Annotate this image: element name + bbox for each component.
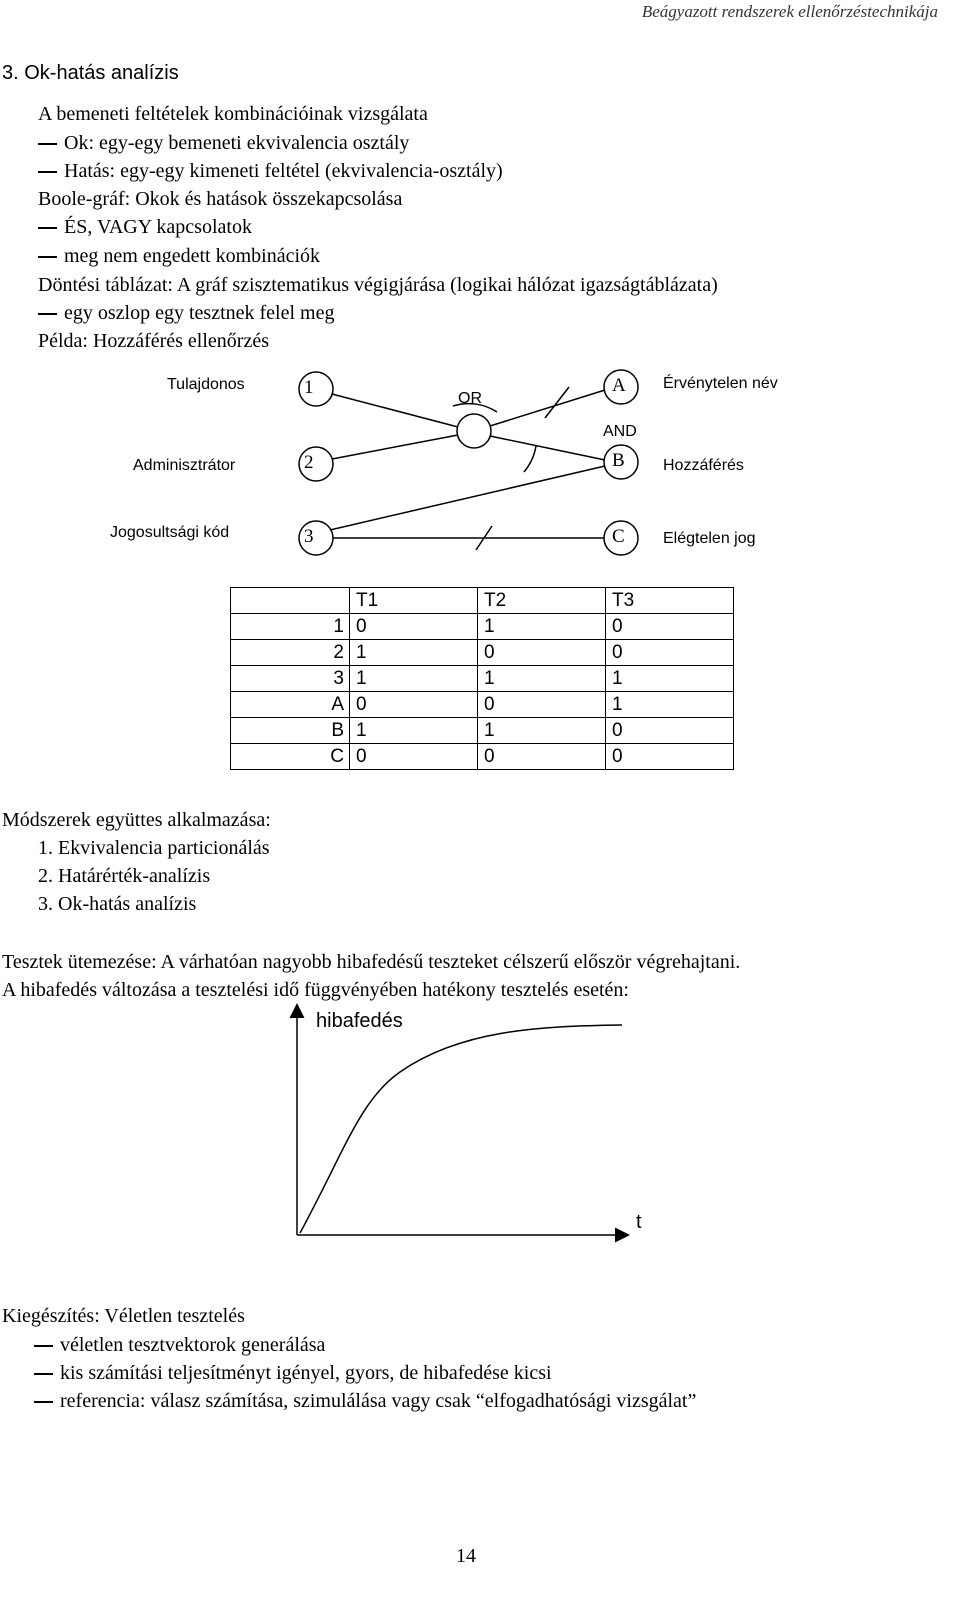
table-cell: 1: [350, 640, 478, 666]
table-cell: 1: [478, 614, 606, 640]
random-testing-bullet: [34, 1359, 552, 1388]
methods-item: 1. Ekvivalencia particionálás: [38, 837, 270, 859]
table-cell: 0: [478, 744, 606, 770]
intro-bullet: [38, 129, 409, 158]
and-arc: [524, 446, 536, 472]
random-testing-bullet: [34, 1387, 696, 1416]
table-cell: 1: [606, 666, 734, 692]
methods-item: 2. Határérték-analízis: [38, 865, 211, 887]
y-axis-label: hibafedés: [316, 1010, 403, 1032]
effect-label: Hozzáférés: [663, 457, 744, 474]
random-testing-bullet: [34, 1331, 325, 1360]
table-row: [231, 666, 734, 692]
table-row: [231, 640, 734, 666]
table-row-header: C: [231, 744, 350, 770]
table-cell: 1: [478, 666, 606, 692]
table-row-header: 3: [231, 666, 350, 692]
cause-node-label: 1: [304, 377, 314, 398]
table-cell: 0: [478, 692, 606, 718]
edge-junction-a: [490, 390, 605, 426]
table-cell: 1: [606, 692, 734, 718]
table-row-header: 1: [231, 614, 350, 640]
effect-node-label: C: [612, 526, 625, 547]
table-cell: 0: [606, 640, 734, 666]
table-row: [231, 692, 734, 718]
table-row: [231, 744, 734, 770]
table-cell: 0: [478, 640, 606, 666]
table-column-header: T1: [350, 588, 478, 614]
table-corner-cell: [231, 588, 350, 614]
table-cell: 0: [350, 614, 478, 640]
cause-label: Jogosultsági kód: [110, 524, 230, 541]
junction-circle: [457, 414, 491, 448]
random-testing-bullet-text: referencia: válasz számítása, szimulálása vagy csak “elfogadhatósági vizsgálat”: [60, 1390, 697, 1412]
intro-bullet-text: ÉS, VAGY kapcsolatok: [64, 216, 252, 238]
table-row: [231, 614, 734, 640]
cause-label: Adminisztrátor: [133, 457, 236, 474]
running-header: Beágyazott rendszerek ellenőrzéstechnikája: [641, 2, 938, 21]
table-cell: 1: [478, 718, 606, 744]
edge-3-b: [330, 466, 605, 530]
scheduling-line: Tesztek ütemezése: A várhatóan nagyobb hibafedésű teszteket célszerű először végrehajtani.: [2, 951, 741, 973]
effect-label: Érvénytelen név: [663, 375, 778, 392]
intro-bullet: [38, 157, 503, 186]
intro-bullet-text: meg nem engedett kombinációk: [64, 245, 321, 267]
table-column-header: T3: [606, 588, 734, 614]
edge-junction-b: [490, 436, 605, 460]
intro-bullet: [38, 242, 320, 271]
page-number: 14: [456, 1545, 476, 1567]
x-axis-label: t: [636, 1211, 642, 1233]
intro-bullet-text: egy oszlop egy tesztnek felel meg: [64, 302, 335, 324]
and-label: AND: [603, 423, 637, 440]
random-testing-bullet-text: véletlen tesztvektorok generálása: [60, 1334, 326, 1356]
intro-line: A bemeneti feltételek kombinációinak vizsgálata: [38, 103, 428, 125]
table-cell: 1: [350, 666, 478, 692]
table-cell: 0: [606, 718, 734, 744]
or-label: OR: [458, 390, 482, 407]
random-testing-title: Kiegészítés: Véletlen tesztelés: [2, 1305, 245, 1327]
effect-node-label: A: [612, 375, 626, 396]
table-row: [231, 718, 734, 744]
decision-table: [230, 587, 734, 770]
table-cell: 0: [350, 692, 478, 718]
table-header-row: [231, 588, 734, 614]
table-cell: 1: [350, 718, 478, 744]
intro-bullet-text: Ok: egy-egy bemeneti ekvivalencia osztály: [64, 132, 410, 154]
intro-bullet: [38, 299, 334, 328]
intro-line: Döntési táblázat: A gráf szisztematikus végigjárása (logikai hálózat igazságtáblázata): [38, 274, 718, 296]
table-row-header: B: [231, 718, 350, 744]
intro-line: Példa: Hozzáférés ellenőrzés: [38, 330, 269, 352]
table-row-header: A: [231, 692, 350, 718]
edge-2-junction: [332, 435, 458, 459]
effect-node-label: B: [612, 450, 625, 471]
effect-label: Elégtelen jog: [663, 530, 756, 547]
table-column-header: T2: [478, 588, 606, 614]
table-row-header: 2: [231, 640, 350, 666]
table-cell: 0: [350, 744, 478, 770]
methods-item: 3. Ok-hatás analízis: [38, 893, 197, 915]
intro-bullet-text: Hatás: egy-egy kimeneti feltétel (ekvivalencia-osztály): [64, 160, 503, 182]
scheduling-line: A hibafedés változása a tesztelési idő függvényében hatékony tesztelés esetén:: [2, 979, 629, 1001]
cause-label: Tulajdonos: [167, 376, 245, 393]
intro-line: Boole-gráf: Okok és hatások összekapcsolása: [38, 188, 403, 210]
intro-bullet: [38, 213, 252, 242]
table-cell: 0: [606, 744, 734, 770]
coverage-curve-diagram: [0, 1000, 960, 1260]
section-title: 3. Ok-hatás analízis: [2, 62, 179, 84]
table-cell: 0: [606, 614, 734, 640]
coverage-curve: [300, 1025, 622, 1233]
cause-node-label: 2: [304, 452, 314, 473]
edge-1-junction: [332, 394, 458, 427]
methods-title: Módszerek együttes alkalmazása:: [2, 809, 271, 831]
random-testing-bullet-text: kis számítási teljesítményt igényel, gyors, de hibafedése kicsi: [60, 1362, 552, 1384]
cause-node-label: 3: [304, 526, 314, 547]
